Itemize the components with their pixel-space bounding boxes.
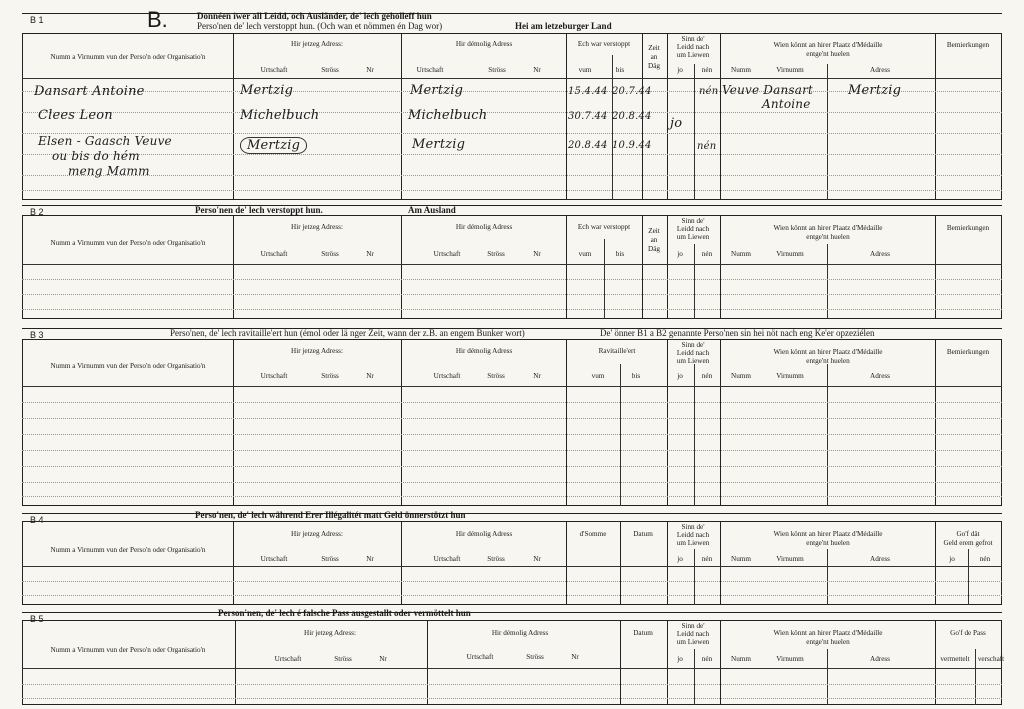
section-label-b4: B 4 [30,515,44,525]
b1-cur-addr-header: Hir jetzeg Adress: [291,40,343,48]
b2-nen: nén [701,250,713,258]
b5-adress: Adress [870,655,890,663]
form-letter: B. [147,7,168,32]
b2-numm: Numm [731,250,751,258]
section-label-b5: B 5 [30,614,44,624]
b3-cur-nr: Nr [366,372,374,380]
b3-medal2: entge'nt huelen [806,357,850,365]
b1-row2-old: Michelbuch [408,108,488,123]
b3-remarks: Bemierkungen [946,348,990,356]
b3-old-nr: Nr [533,372,541,380]
b5-old-urschaft: Urtschaft [466,653,494,661]
b3-name-col-header: Numm a Virnumm vun der Perso'n oder Organisatio'n [50,362,206,370]
b3-alive2: Leidd nach [676,349,710,357]
b3-cur-addr-header: Hir jetzeg Adress: [291,347,343,355]
b3-numm: Numm [731,372,751,380]
b1-zeit1: Zeit [648,44,660,52]
b1-medal2: entge'nt huelen [806,50,850,58]
b4-gof1: Go'f dät [956,530,980,538]
b2-zeit2: an [650,236,658,244]
b3-nen: nén [701,372,713,380]
b3-old-urschaft: Urtschaft [433,372,461,380]
b1-virnumm: Virnumm [776,66,804,74]
b1-row2-cur: Michelbuch [240,108,320,123]
b4-cur-addr-header: Hir jetzeg Adress: [291,530,343,538]
b3-alive3: um Liewen [676,357,710,365]
b5-old-nr: Nr [571,653,579,661]
b1-hidden-header: Ech war verstoppt [577,40,631,48]
b1-row2-to: 20.8.44 [612,111,652,122]
b3-vum: vum [591,372,605,380]
header-line-2: Perso'nen de' lech verstoppt hun. (Och wan et nömmen én Dag wor) [197,21,443,31]
b2-old-addr-header: Hir démolig Adress [455,223,513,231]
b1-alive2: Leidd nach [676,43,710,51]
b4-title: Perso'nen, de' lech während Erer Illégalitét matt Geld önnerstötzt hun [195,510,466,520]
b4-old-nr: Nr [533,555,541,563]
b4-alive2: Leidd nach [676,531,710,539]
b1-vum: vum [578,66,592,74]
b1-cur-nr: Nr [366,66,374,74]
b5-gof: Go'f de Pass [950,629,986,637]
b2-cur-stross: Ströss [321,250,339,258]
b4-old-addr-header: Hir démolig Adress [455,530,513,538]
b4-virnumm: Virnumm [776,555,804,563]
b1-top-line [22,13,1002,14]
b2-zeit1: Zeit [648,227,660,235]
b1-row3-name-2: ou bis do hém [52,149,140,163]
header-line-1: Donnéen iwer all Leidd, och Ausländer, de' lech geholleff hun [197,11,432,21]
b1-zeit3: Däg [648,62,660,70]
b5-nen: nén [701,655,713,663]
b5-datum-header: Datum [633,629,653,637]
b4-nen: nén [701,555,713,563]
b2-cur-addr-header: Hir jetzeg Adress: [291,223,343,231]
b3-cur-stross: Ströss [321,372,339,380]
b4-cur-nr: Nr [366,555,374,563]
b2-alive1: Sinn de' [681,217,705,225]
b2-medal1: Wien könnt an hirer Plaatz d'Médaille [773,224,883,232]
b5-medal2: entge'nt huelen [806,638,850,646]
b1-adress: Adress [870,66,890,74]
b3-virnumm: Virnumm [776,372,804,380]
b2-alive3: um Liewen [676,233,710,241]
b5-virnumm: Virnumm [776,655,804,663]
b2-cur-urschaft: Urtschaft [260,250,288,258]
b4-adress: Adress [870,555,890,563]
b1-old-stross: Ströss [488,66,506,74]
b2-alive2: Leidd nach [676,225,710,233]
b4-datum-header: Datum [633,530,653,538]
b1-row1-alive: nén [699,86,719,97]
b3-medal1: Wien könnt an hirer Plaatz d'Médaille [773,348,883,356]
b4-medal2: entge'nt huelen [806,539,850,547]
b2-zeit3: Däg [648,245,660,253]
b1-jo: jo [677,66,683,74]
header-line-2b: Hei am letzeburger Land [515,21,612,31]
b2-hidden-header: Ech war verstoppt [577,223,631,231]
b1-medal1: Wien könnt an hirer Plaatz d'Médaille [773,41,883,49]
b5-cur-addr-header: Hir jetzeg Adress: [304,629,356,637]
b2-title: Perso'nen de' lech verstoppt hun. [195,205,323,215]
b5-old-stross: Ströss [526,653,544,661]
b5-title: Person'nen, de' lech é falsche Pass ausgestallt oder vermöttelt hun [218,608,471,618]
b1-row1-to: 20.7.44 [612,86,652,97]
b3-cur-urschaft: Urtschaft [260,372,288,380]
b2-medal2: entge'nt huelen [806,233,850,241]
b1-row3-name-1: Elsen - Gaasch Veuve [38,134,172,148]
b4-cur-urschaft: Urtschaft [260,555,288,563]
b1-cur-urschaft: Urtschaft [260,66,288,74]
b5-alive2: Leidd nach [676,630,710,638]
b5-alive1: Sinn de' [681,622,705,630]
b2-adress: Adress [870,250,890,258]
b1-old-nr: Nr [533,66,541,74]
b2-jo: jo [677,250,683,258]
b4-alive3: um Liewen [676,539,710,547]
b2-virnumm: Virnumm [776,250,804,258]
b1-row3-cur: Mertzig [240,137,307,154]
b1-name-col-header: Numm a Virnumm vun der Perso'n oder Organisatio'n [50,53,206,61]
b5-alive3: um Liewen [676,638,710,646]
b1-zeit2: an [650,53,658,61]
b1-old-addr-header: Hir démolig Adress [455,40,513,48]
b1-row3-to: 10.9.44 [612,140,652,151]
b5-old-addr-header: Hir démolig Adress [491,629,549,637]
b4-medal1: Wien könnt an hirer Plaatz d'Médaille [773,530,883,538]
section-label-b1: B 1 [30,15,44,25]
b5-name-col-header: Numm a Virnumm vun der Perso'n oder Organisatio'n [50,646,206,654]
b4-jo: jo [677,555,683,563]
b5-numm: Numm [731,655,751,663]
b5-verschaft: verschaft [977,655,1005,663]
b4-old-stross: Ströss [487,555,505,563]
b1-row1-old: Mertzig [410,83,464,98]
b4-old-urschaft: Urtschaft [433,555,461,563]
b1-bis: bis [615,66,625,74]
b1-row1-name: Dansart Antoine [34,84,145,99]
b3-alive1: Sinn de' [681,341,705,349]
b1-row2-alive: jo [670,116,683,131]
b3-old-addr-header: Hir démolig Adress [455,347,513,355]
b1-remarks: Bemierkungen [946,41,990,49]
b4-cur-stross: Ströss [321,555,339,563]
b5-cur-nr: Nr [379,655,387,663]
b1-row1-medal-virnumm: Antoine [762,97,811,111]
b5-vermettelt: vermettelt [940,655,970,663]
section-label-b2: B 2 [30,207,44,217]
b1-row2-name: Clees Leon [38,108,113,123]
b1-row1-medal-numm: Veuve Dansart [722,83,814,97]
b1-cur-stross: Ströss [321,66,339,74]
b1-alive1: Sinn de' [681,35,705,43]
b5-cur-urschaft: Urtschaft [274,655,302,663]
b1-row2-from: 30.7.44 [568,111,608,122]
b3-bis: bis [631,372,641,380]
b4-somme-header: d'Somme [579,530,607,538]
b2-bis: bis [615,250,625,258]
b2-old-nr: Nr [533,250,541,258]
b4-gof-nen: nén [979,555,991,563]
section-label-b3: B 3 [30,330,44,340]
b4-gof2: Geld erem gefrot [943,539,993,547]
b2-vum: vum [578,250,592,258]
b2-title-2: Am Ausland [408,205,456,215]
b1-row3-name-3: meng Mamm [68,164,150,178]
b1-numm: Numm [731,66,751,74]
b2-cur-nr: Nr [366,250,374,258]
b1-nen: nén [701,66,713,74]
b4-numm: Numm [731,555,751,563]
b5-jo: jo [677,655,683,663]
b1-row1-from: 15.4.44 [568,86,608,97]
b2-remarks: Bemierkungen [946,224,990,232]
b1-old-urschaft: Urtschaft [416,66,444,74]
b2-old-urschaft: Urtschaft [433,250,461,258]
b1-row1-cur: Mertzig [240,83,294,98]
b3-adress: Adress [870,372,890,380]
b2-old-stross: Ströss [487,250,505,258]
b2-name-col-header: Numm a Virnumm vun der Perso'n oder Organisatio'n [50,239,206,247]
b5-medal1: Wien könnt an hirer Plaatz d'Médaille [773,629,883,637]
b1-row3-old: Mertzig [412,137,466,152]
b4-gof-jo: jo [949,555,955,563]
b1-alive3: um Liewen [676,51,710,59]
b1-row3-from: 20.8.44 [568,140,608,151]
b1-row3-alive: nén [697,141,717,152]
b3-ravit-header: Ravitaille'ert [598,347,636,355]
b3-title-2: De' önner B1 a B2 genannte Perso'nen sin hei nöt nach eng Ke'er opzeziélen [600,328,875,338]
b4-name-col-header: Numm a Virnumm vun der Perso'n oder Organisatio'n [50,546,206,554]
b3-jo: jo [677,372,683,380]
b3-old-stross: Ströss [487,372,505,380]
b3-title: Perso'nen, de' lech ravitaille'ert hun (émol oder lä nger Zeit, wann der z.B. an engem Bunker wort) [170,328,525,338]
b1-row1-medal-adress: Mertzig [848,83,902,98]
b4-alive1: Sinn de' [681,523,705,531]
b5-cur-stross: Ströss [334,655,352,663]
